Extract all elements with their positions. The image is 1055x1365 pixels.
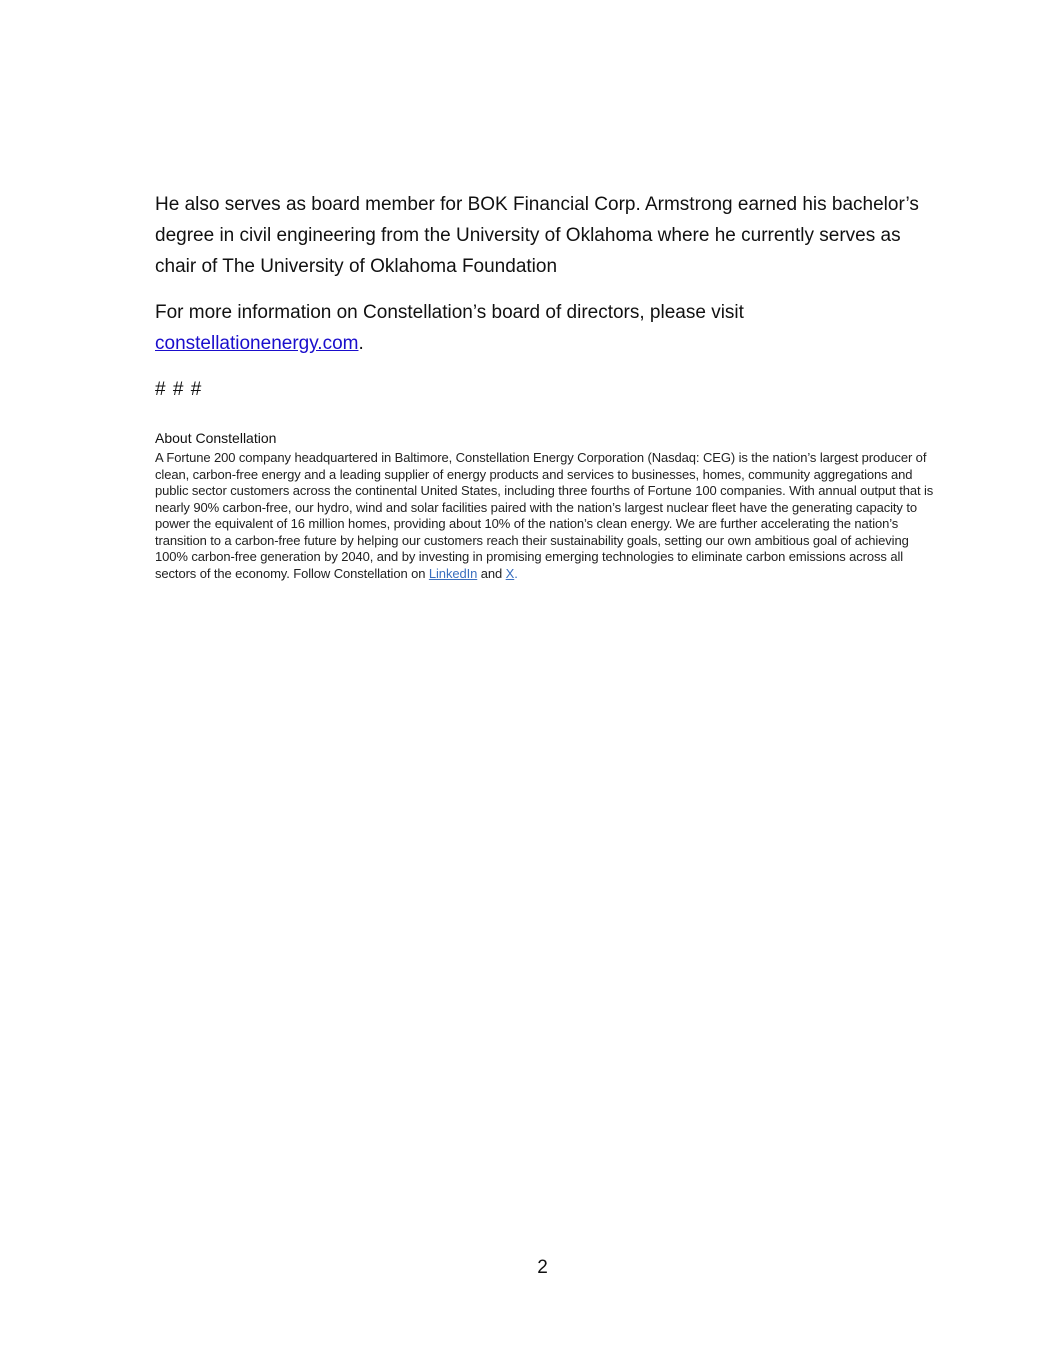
about-text: A Fortune 200 company headquartered in Baltimore, Constellation Energy Corporation (Nasdaq: CEG) is the nation’s largest producer of clean, carbon-free energy and a leading supplier of energy products and services to businesses, homes, community aggregations and public sector customers across the continental United States, including three fourths of Fortune 100 companies. With annual output that is nearly 90% carbon-free, our hydro, wind and solar facilities paired with the nation’s largest nuclear fleet have the generating capacity to power the equivalent of 16 million homes, providing about 10% of the nation’s clean energy. We are further accelerating the nation’s transition to a carbon-free future by helping our customers reach their sustainability goals, setting our own ambitious goal of achieving 100% carbon-free generation by 2040, and by investing in promising emerging technologies to eliminate carbon emissions across all sectors of the economy. Follow Constellation on [155,450,934,581]
about-paragraph [155,450,945,582]
about-and: and [477,565,506,581]
x-link[interactable]: X [505,565,515,581]
page-number: 2 [537,1257,548,1278]
bio-paragraph: He also serves as board member for BOK Financial Corp. Armstrong earned his bachelor’s degree in civil engineering from the University of Oklahoma where he currently serves as chair of The University of Oklahoma Foundation [155,194,919,277]
more-info-text: For more information on Constellation’s board of directors, please visit [155,302,744,323]
linkedin-link[interactable]: LinkedIn [428,565,478,581]
more-info-period: . [358,333,364,354]
constellation-website-link[interactable]: constellationenergy.com [155,333,359,354]
end-marker: # # # [155,379,203,400]
about-period: . [514,565,518,581]
more-info-paragraph [155,297,945,359]
about-heading: About Constellation [155,430,277,446]
